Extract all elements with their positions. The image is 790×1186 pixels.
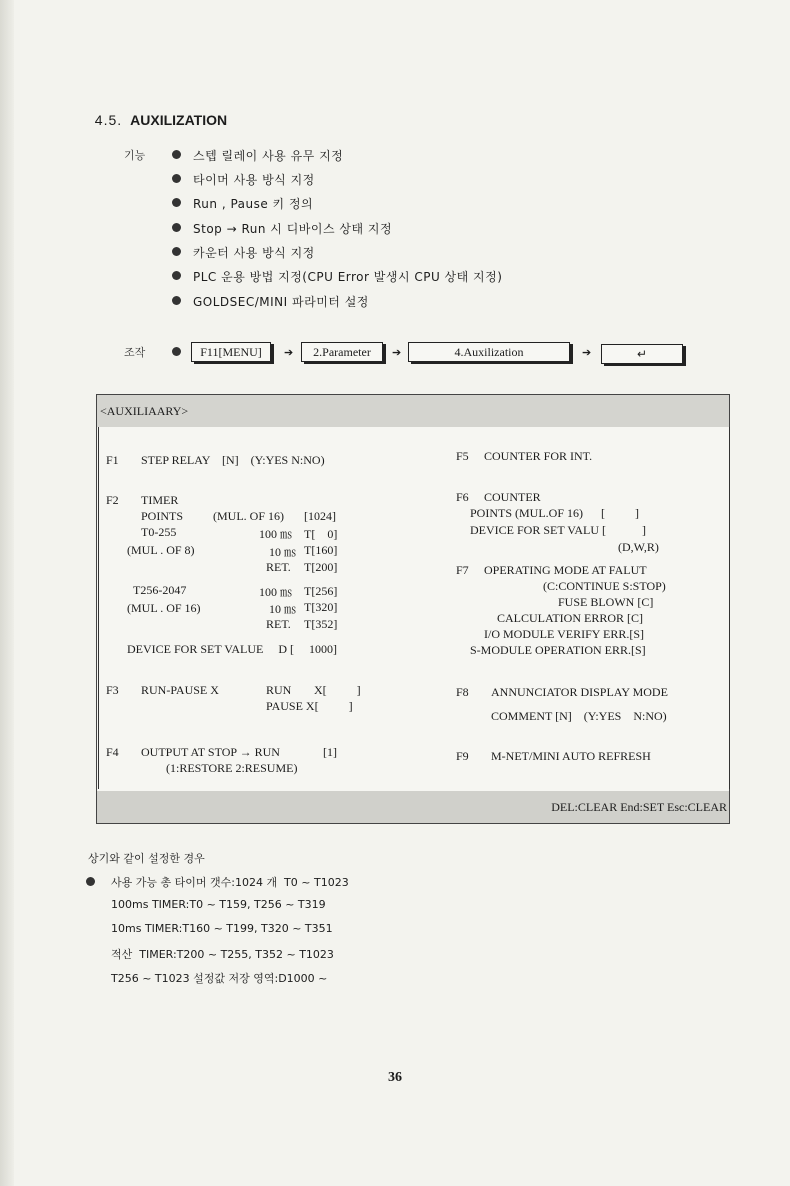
screen-body	[98, 427, 730, 789]
f2-key-label: F2	[106, 493, 119, 507]
counter-int-label: COUNTER FOR INT.	[484, 449, 593, 463]
timer-10ms-b: 10 ㎳	[269, 602, 297, 616]
bullet-icon	[172, 174, 181, 183]
bullet-icon	[172, 150, 181, 159]
note-line: 100ms TIMER:T0 ~ T159, T256 ~ T319	[111, 898, 326, 911]
timer-ret-a-value: T[200]	[304, 560, 338, 574]
timer-10ms-a-value: T[160]	[304, 543, 338, 557]
counter-points: POINTS (MUL.OF 16) [ ]	[470, 506, 639, 520]
timer-ret-a: RET.	[266, 560, 291, 574]
calculation-error-setting: CALCULATION ERROR [C]	[497, 611, 643, 625]
operating-mode-title: OPERATING MODE AT FALUT	[484, 563, 647, 577]
f5-key-label: F5	[456, 449, 469, 463]
feature-item: 카운터 사용 방식 지정	[193, 246, 315, 260]
feature-item: GOLDSEC/MINI 파라미터 설정	[193, 295, 369, 309]
bullet-icon	[86, 877, 95, 886]
feature-item: PLC 운용 방법 지정(CPU Error 발생시 CPU 상태 지정)	[193, 270, 503, 284]
arrow-right-icon: ➔	[582, 347, 592, 359]
note-line: 10ms TIMER:T160 ~ T199, T320 ~ T351	[111, 922, 333, 935]
run-label: RUN	[266, 683, 292, 697]
timer-points-value: [1024]	[304, 509, 336, 523]
bullet-icon	[172, 347, 181, 356]
timer-100ms-a-value: T[ 0]	[304, 527, 338, 541]
parameter-key: 2.Parameter	[301, 342, 383, 362]
step-relay-setting: STEP RELAY [N] (Y:YES N:NO)	[141, 453, 325, 467]
timer-100ms-b-value: T[256]	[304, 584, 338, 598]
screen-footer	[97, 791, 729, 823]
f7-key-label: F7	[456, 563, 469, 577]
timer-100ms-a: 100 ㎳	[259, 527, 293, 541]
comment-setting: COMMENT [N] (Y:YES N:NO)	[491, 709, 667, 723]
section-number: 4.5.	[94, 112, 123, 128]
screen-title: <AUXILIAARY>	[100, 404, 189, 418]
note-line: T256 ~ T1023 설정값 저장 영역:D1000 ~	[111, 972, 328, 985]
auxiliary-screen	[96, 394, 730, 824]
output-at-stop-value: [1]	[323, 745, 337, 759]
s-module-operation-setting: S-MODULE OPERATION ERR.[S]	[470, 643, 646, 657]
timer-ret-b-value: T[352]	[304, 617, 338, 631]
feature-item: Run , Pause 키 정의	[193, 197, 314, 211]
timer-range-b: T256-2047	[133, 583, 187, 597]
annunciator-title: ANNUNCIATOR DISPLAY MODE	[491, 685, 668, 699]
enter-key: ↵	[601, 344, 683, 364]
note-line: 적산 TIMER:T200 ~ T255, T352 ~ T1023	[111, 948, 334, 961]
counter-device: DEVICE FOR SET VALU [ ]	[470, 523, 647, 537]
bullet-icon	[172, 271, 181, 280]
timer-10ms-a: 10 ㎳	[269, 545, 297, 559]
feature-item: 스텝 릴레이 사용 유무 지정	[193, 149, 344, 163]
f1-key-label: F1	[106, 453, 119, 467]
timer-10ms-b-value: T[320]	[304, 600, 338, 614]
feature-item: Stop → Run 시 디바이스 상태 지정	[193, 222, 393, 236]
feature-item: 타이머 사용 방식 지정	[193, 173, 315, 187]
fuse-blown-setting: FUSE BLOWN [C]	[558, 595, 654, 609]
f8-key-label: F8	[456, 685, 469, 699]
output-at-stop-label: OUTPUT AT STOP → RUN	[141, 745, 280, 759]
bullet-icon	[172, 198, 181, 207]
timer-device-setting: DEVICE FOR SET VALUE D [ 1000]	[127, 642, 338, 656]
counter-device-options: (D,W,R)	[618, 540, 659, 554]
bullet-icon	[172, 296, 181, 305]
timer-100ms-b: 100 ㎳	[259, 585, 293, 599]
io-module-verify-setting: I/O MODULE VERIFY ERR.[S]	[484, 627, 645, 641]
screen-header	[97, 395, 729, 427]
pause-setting: PAUSE X[ ]	[266, 699, 353, 713]
timer-mul-a: (MUL . OF 8)	[127, 543, 195, 557]
f3-key-label: F3	[106, 683, 119, 697]
auxilization-key: 4.Auxilization	[408, 342, 570, 362]
f4-key-label: F4	[106, 745, 119, 759]
bullet-icon	[172, 247, 181, 256]
page-number: 36	[388, 1070, 402, 1085]
f9-key-label: F9	[456, 749, 469, 763]
output-at-stop-options: (1:RESTORE 2:RESUME)	[166, 761, 298, 775]
timer-points-mul: (MUL. OF 16)	[213, 509, 284, 523]
screen-key-hints: DEL:CLEAR End:SET Esc:CLEAR	[551, 800, 727, 814]
timer-title: TIMER	[141, 493, 179, 507]
notes-heading: 상기와 같이 설정한 경우	[88, 852, 205, 865]
f6-key-label: F6	[456, 490, 469, 504]
arrow-right-icon: ➔	[392, 347, 402, 359]
timer-points-label: POINTS	[141, 509, 184, 523]
timer-range-a: T0-255	[141, 525, 177, 539]
bullet-icon	[172, 223, 181, 232]
counter-title: COUNTER	[484, 490, 541, 504]
run-value: X[ ]	[314, 683, 361, 697]
note-line: 사용 가능 총 타이머 갯수:1024 개 T0 ~ T1023	[111, 876, 349, 889]
section-title: AUXILIZATION	[130, 112, 228, 128]
function-label: 기능	[124, 149, 146, 162]
mnet-refresh-label: M-NET/MINI AUTO REFRESH	[491, 749, 651, 763]
timer-ret-b: RET.	[266, 617, 291, 631]
menu-key: F11[MENU]	[191, 342, 271, 362]
operation-label: 조작	[124, 346, 146, 359]
timer-mul-b: (MUL . OF 16)	[127, 601, 201, 615]
page-edge	[0, 0, 14, 1186]
run-pause-label: RUN-PAUSE X	[141, 683, 219, 697]
section-heading	[87, 96, 227, 128]
operating-mode-options: (C:CONTINUE S:STOP)	[543, 579, 666, 593]
arrow-right-icon: ➔	[284, 347, 294, 359]
